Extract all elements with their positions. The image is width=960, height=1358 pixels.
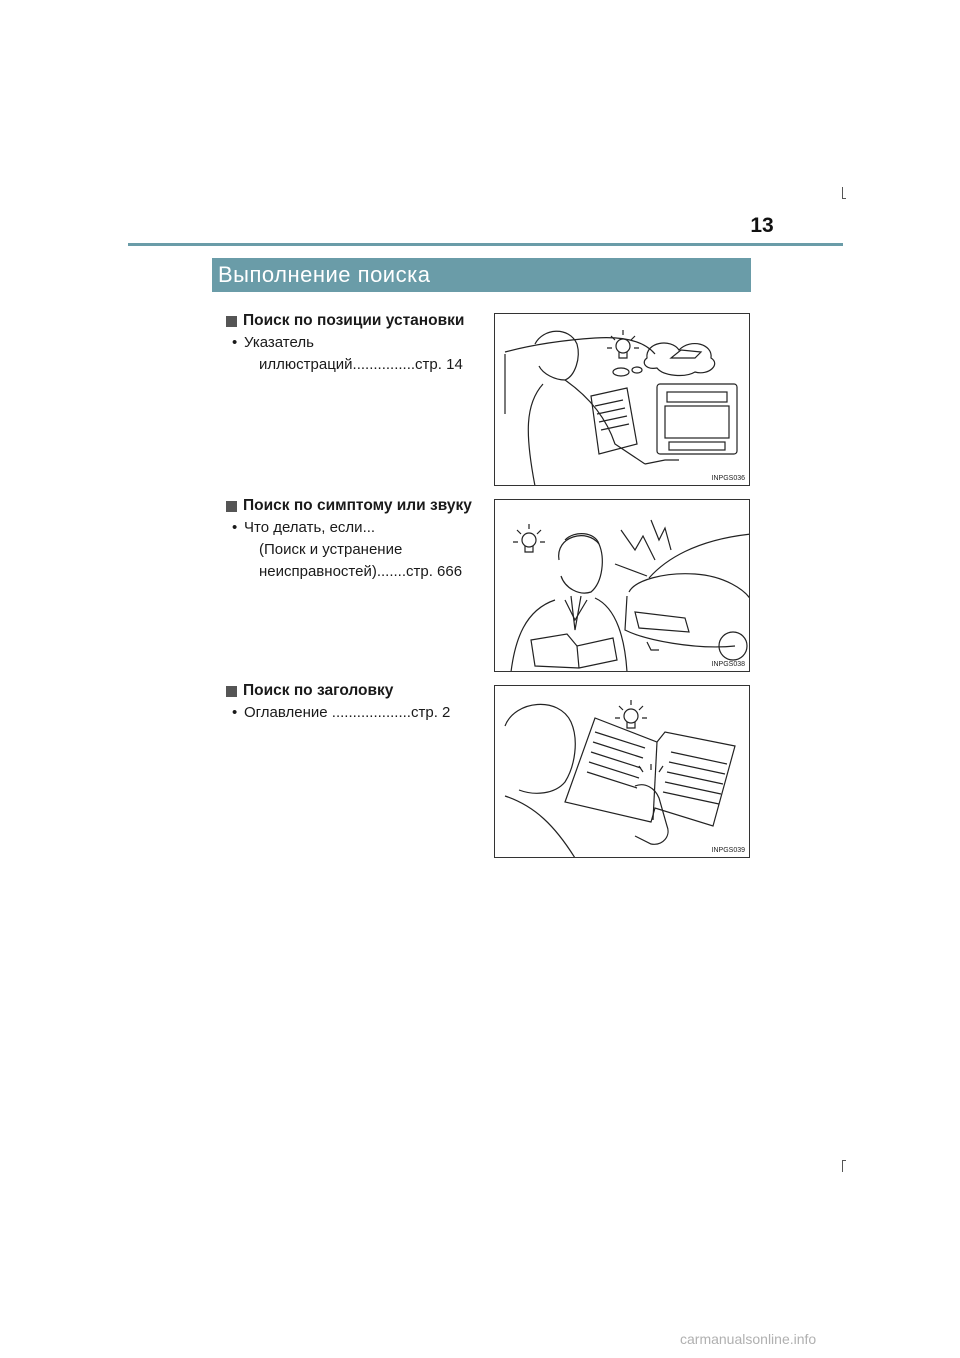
square-bullet-icon <box>226 686 237 697</box>
item-heading <box>226 310 484 332</box>
item-heading-text: Поиск по позиции установки <box>243 312 465 329</box>
figure-code: INPGS039 <box>711 847 745 854</box>
bullet-line[interactable]: • Что делать, если... <box>226 517 484 539</box>
item-heading-text: Поиск по симптому или звуку <box>243 497 472 514</box>
search-item-position <box>226 310 484 376</box>
search-item-heading <box>226 680 484 724</box>
watermark: carmanualsonline.info <box>680 1331 817 1347</box>
illustration-reading-contents <box>494 685 750 858</box>
illustration-driver-reading-manual <box>494 313 750 486</box>
item-heading <box>226 495 484 517</box>
section-title: Выполнение поиска <box>218 262 431 287</box>
figure-code: INPGS036 <box>711 475 745 482</box>
crop-mark-bottom <box>842 1160 843 1172</box>
item-heading-text: Поиск по заголовку <box>243 682 394 699</box>
bullet-line-cont[interactable]: неисправностей).......стр. 666 <box>259 563 463 580</box>
bullet-line[interactable]: • Указатель <box>226 332 484 354</box>
square-bullet-icon <box>226 501 237 512</box>
page-number: 13 <box>750 214 774 237</box>
search-item-symptom <box>226 495 484 583</box>
header-rule <box>128 243 843 246</box>
figure-code: INPGS038 <box>711 661 745 668</box>
square-bullet-icon <box>226 316 237 327</box>
driver-manual-drawing <box>495 314 750 486</box>
crop-mark-top <box>842 187 843 199</box>
bullet-line[interactable]: • Оглавление ...................стр. 2 <box>226 702 484 724</box>
bullet-line-cont[interactable]: (Поиск и устранение <box>259 541 403 558</box>
illustration-man-and-car <box>494 499 750 672</box>
bullet-line-cont[interactable]: иллюстраций...............стр. 14 <box>259 356 463 373</box>
item-heading <box>226 680 484 702</box>
man-car-drawing <box>495 500 750 672</box>
reading-contents-drawing <box>495 686 750 858</box>
